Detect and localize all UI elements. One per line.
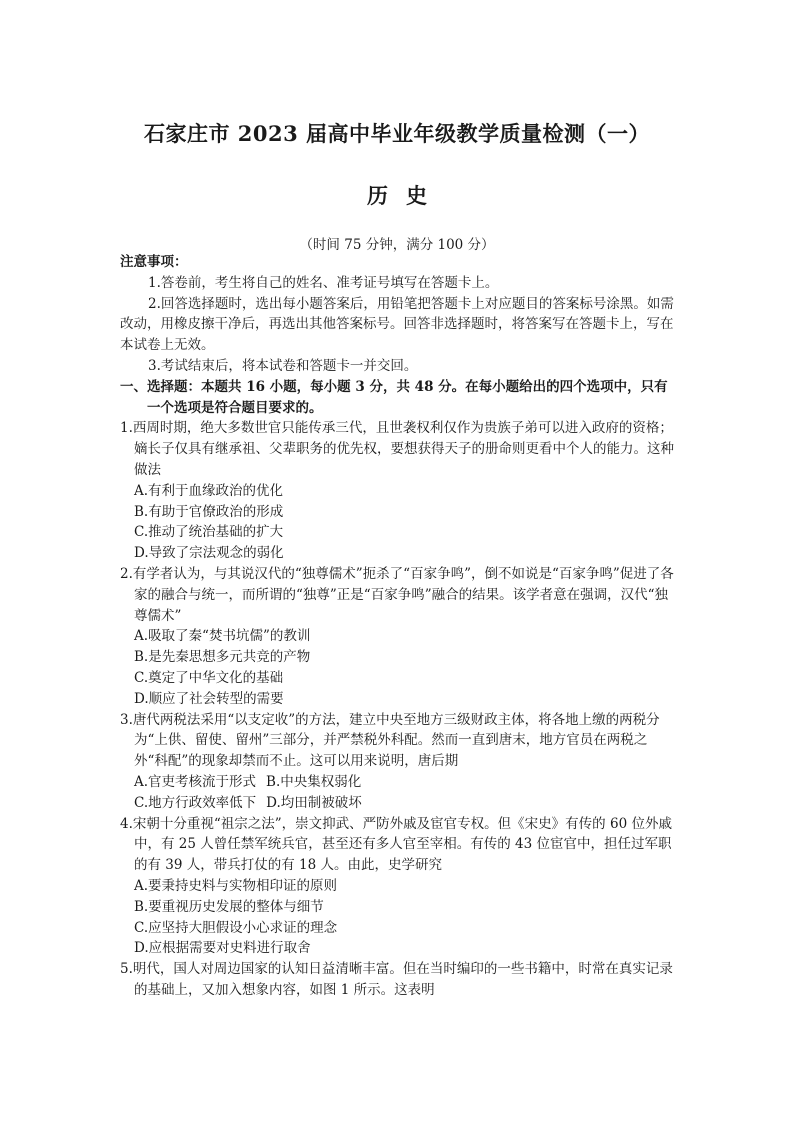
option-a: A.官吏考核流于形式 [134,773,257,790]
question-stem: 5.明代，国人对周边国家的认知日益清晰丰富。但在当时编印的一些书籍中，时常在真实记录的基础上，又加入想象内容，如图 1 所示。这表明 [120,961,673,998]
option-b: B.要重视历史发展的整体与细节 [134,898,324,915]
exam-body [120,252,680,1001]
option-d: D.应根据需要对史料进行取舍 [134,940,311,957]
option-d: D.导致了宗法观念的弱化 [134,545,284,562]
option-c: C.奠定了中华文化的基础 [134,669,284,686]
option-d: D.均田制被破坏 [266,794,362,811]
option-a: A.吸取了秦“焚书坑儒”的教训 [134,628,311,645]
question-1 [120,418,680,564]
option-b: B.中央集权弱化 [266,773,362,790]
option-c: C.应坚持大胆假设小心求证的理念 [134,919,338,936]
question-3 [120,710,680,814]
option-row [120,772,680,793]
question-5 [120,959,680,1001]
section-heading-line: 一、选择题：本题共 16 小题，每小题 3 分，共 48 分。在每小题给出的四个选项中，只有 [120,378,668,395]
notice-item: 2.回答选择题时，选出每小题答案后，用铅笔把答题卡上对应题目的答案标号涂黑。如需改动，用橡皮擦干净后，再选出其他答案标号。回答非选择题时，将答案写在答题卡上，写在本试卷上无效。 [120,295,674,354]
question-stem: 2.有学者认为，与其说汉代的“独尊儒术”扼杀了“百家争鸣”，倒不如说是“百家争鸣”促进了各家的融合与统一，而所谓的“独尊”正是“百家争鸣”融合的结果。该学者意在强调，汉代“独尊儒术” [120,565,674,624]
notice-item: 1.答卷前，考生将自己的姓名、准考证号填写在答题卡上。 [148,274,499,291]
question-stem: 3.唐代两税法采用“以支定收”的方法，建立中央至地方三级财政主体，将各地上缴的两税分为“上供、留使、留州”三部分，并严禁税外科配。然而一直到唐末，地方官员在两税之外“科配”的现象却禁而不止。这可以用来说明，唐后期 [120,711,660,770]
section-heading-line: 一个选项是符合题目要求的。 [147,399,323,416]
section-heading [120,377,680,419]
question-2 [120,564,680,710]
question-stem: 1.西周时期，绝大多数世官只能传承三代，且世袭权利仅作为贵族子弟可以进入政府的资格；嫡长子仅具有继承祖、父辈职务的优先权，要想获得天子的册命则更看中个人的能力。这种做法 [120,420,674,478]
subject-heading: 历史 [367,183,445,208]
notice-heading: 注意事项： [120,254,188,270]
option-a: A.要秉持史料与实物相印证的原则 [134,877,338,894]
question-4 [120,814,680,960]
notice-item: 3.考试结束后，将本试卷和答题卡一并交回。 [148,357,418,374]
option-row [120,793,680,814]
page-title: 石家庄市 2023 届高中毕业年级教学质量检测（一） [143,121,651,146]
exam-time-info: （时间 75 分钟，满分 100 分） [299,237,495,253]
option-c: C.地方行政效率低下 [134,794,257,811]
option-b: B.是先秦思想多元共竞的产物 [134,649,311,666]
option-a: A.有利于血缘政治的优化 [134,482,284,499]
option-b: B.有助于官僚政治的形成 [134,503,284,520]
option-c: C.推动了统治基础的扩大 [134,524,284,541]
question-stem: 4.宋朝十分重视“祖宗之法”，崇文抑武、严防外戚及宦官专权。但《宋史》有传的 60 位外戚中，有 25 人曾任禁军统兵官，甚至还有多人官至宰相。有传的 43 位宦官中，担任过军职的有 39 人，带兵打仗的有 18 人。由此，史学研究 [120,815,672,874]
option-d: D.顺应了社会转型的需要 [134,690,284,707]
